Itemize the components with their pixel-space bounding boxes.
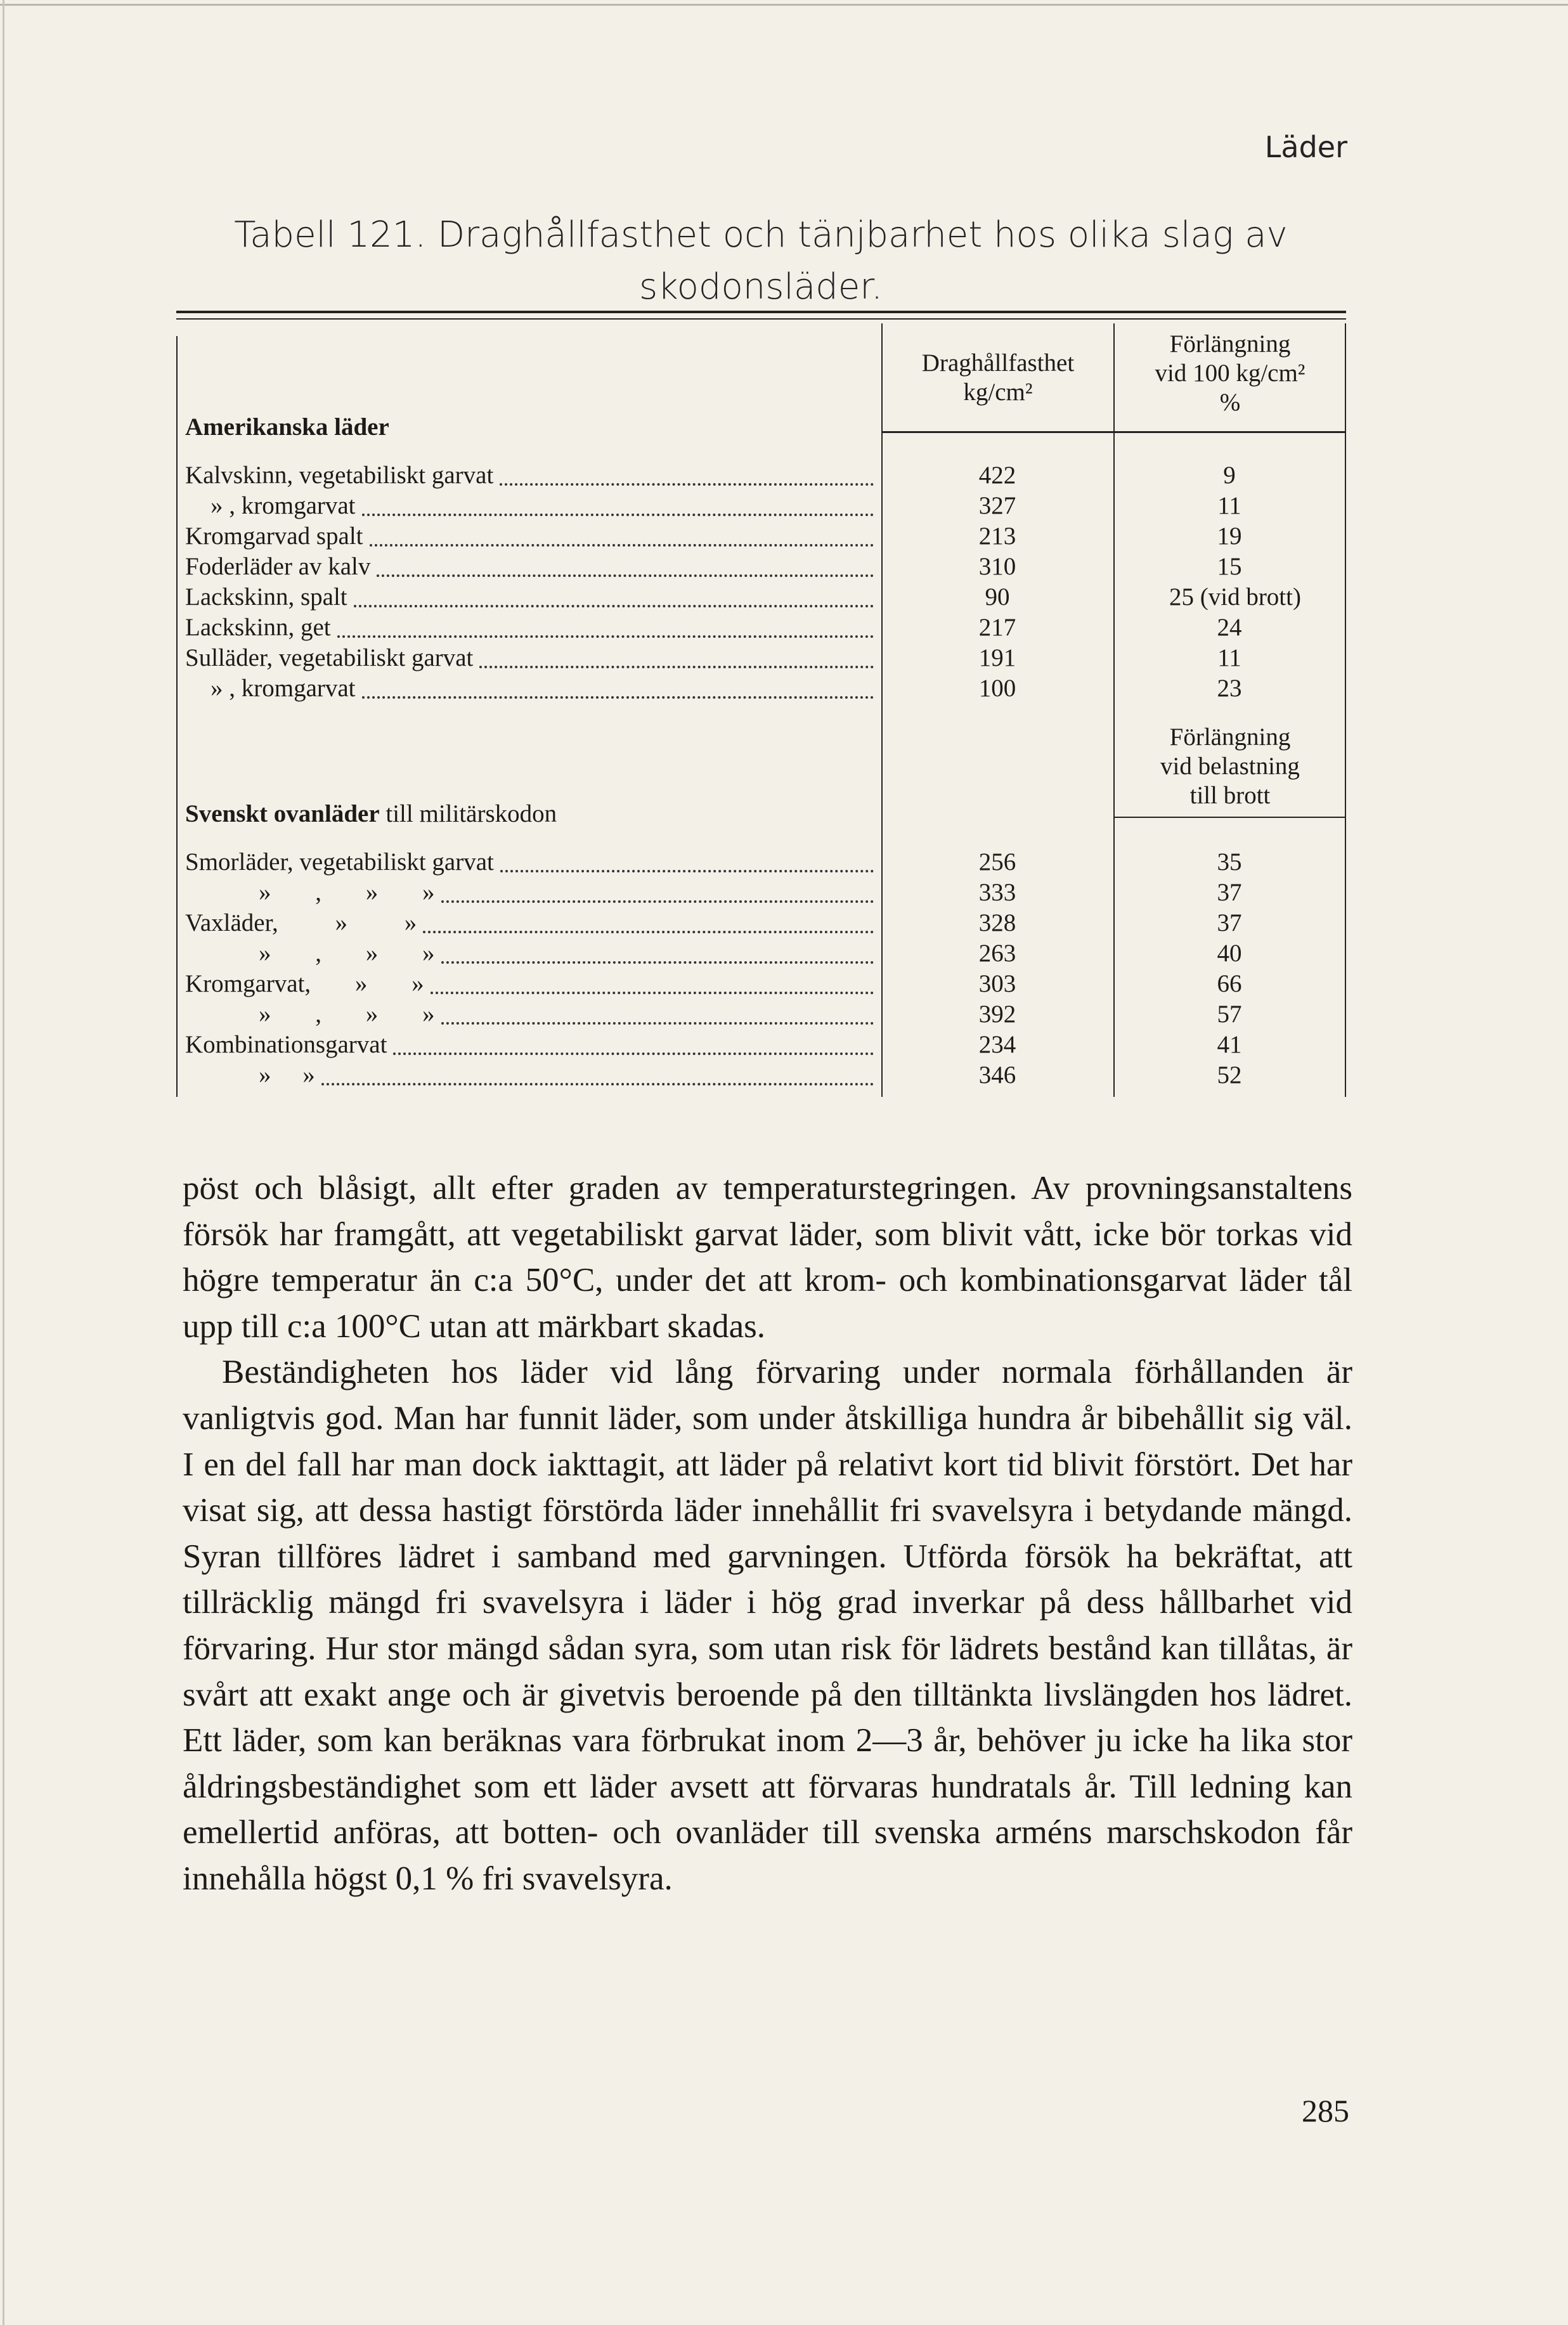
dotted-leader [377, 574, 874, 577]
table-cell-strength: 327 [978, 492, 1016, 519]
table-cell-elong: 25 (vid brott) [1169, 583, 1301, 611]
group2-title-bold: Svenskt ovanläder [185, 800, 380, 827]
dotted-leader [321, 1083, 874, 1085]
group2-title [185, 799, 557, 829]
table-cell-elong: 52 [1217, 1061, 1242, 1089]
table-row-label: » , » » [259, 1001, 435, 1028]
col-strength-header: Draghållfasthet kg/cm² [921, 349, 1075, 406]
table-cell-strength: 256 [978, 848, 1016, 876]
dotted-leader [370, 544, 874, 547]
table-row-label: Kalvskinn, vegetabiliskt garvat [185, 462, 494, 489]
table-row-label: Smorläder, vegetabiliskt garvat [185, 848, 494, 876]
table-cell-strength: 328 [978, 909, 1016, 936]
table-row-label: Lackskinn, spalt [185, 583, 347, 611]
table-cell-elong: 24 [1217, 614, 1242, 641]
dotted-leader [337, 635, 874, 638]
dotted-leader [362, 696, 874, 699]
dotted-leader [441, 961, 874, 964]
table-row-label: » , kromgarvat [211, 675, 356, 702]
table-right-rule [1345, 323, 1346, 1097]
table-caption [203, 209, 1319, 313]
table-cell-elong: 19 [1217, 522, 1242, 550]
header-underline-2 [1113, 817, 1346, 818]
dotted-leader [423, 931, 874, 933]
table-cell-strength: 346 [978, 1061, 1016, 1089]
table-row-label: Kromgarvad spalt [185, 522, 363, 550]
dotted-leader [393, 1052, 874, 1055]
table-cell-elong: 23 [1217, 675, 1242, 702]
dotted-leader [354, 605, 874, 607]
table-left-rule [176, 336, 178, 1097]
table-cell-strength: 90 [985, 583, 1010, 611]
table-row-label: Foderläder av kalv [185, 553, 371, 580]
table-cell-elong: 66 [1217, 970, 1242, 997]
table-cell-elong: 37 [1217, 909, 1242, 936]
table-cell-strength: 310 [978, 553, 1016, 580]
table-cell-elong: 35 [1217, 848, 1242, 876]
table-row-label: » , » » [259, 940, 435, 967]
table-row-label: Kromgarvat, » » [185, 970, 424, 997]
dotted-leader [500, 483, 874, 486]
table-row-label: » , kromgarvat [211, 492, 356, 519]
data-table [176, 311, 1346, 1097]
table-cell-strength: 100 [978, 675, 1016, 702]
paragraph-2: Beständigheten hos läder vid lång förvaring under normala förhållanden är vanligtvis god. Man har funnit läder, som under åtskilliga hundra år bibehållit sig väl. I en del fall har man dock iakttagit, att läder på relativt kort tid blivit förstört. Det har visat sig, att dessa hastigt förstörda läder innehållit fri svavelsyra i betydande mängd. Syran tillföres lädret i samband med garvningen. Utförda försök ha bekräftat, att tillräcklig mängd fri svavelsyra i läder i hög grad inverkar på dess hållbarhet vid förvaring. Hur stor mängd sådan syra, som utan risk för lädrets bestånd kan tillåtas, är svårt att exakt ange och är givetvis beroende på den tilltänkta livslängden hos lädret. Ett läder, som kan beräknas vara förbrukat inom 2—3 år, behöver ju icke ha lika stor åldringsbeständighet som ett läder avsett att förvaras hundratals år. Till ledning kan emellertid anföras, att botten- och ovanläder till svenska arméns marschskodon får innehålla högst 0,1 % fri svavelsyra. [183, 1354, 1352, 1897]
table-cell-strength: 303 [978, 970, 1016, 997]
table-cell-strength: 263 [978, 940, 1016, 967]
table-cell-elong: 9 [1223, 462, 1236, 489]
header-underline-1 [881, 431, 1346, 433]
table-cell-elong: 15 [1217, 553, 1242, 580]
table-cell-strength: 333 [978, 879, 1016, 906]
table-top-rule-2 [176, 318, 1346, 320]
scan-left-edge [3, 0, 4, 2325]
table-row-label: Vaxläder, » » [185, 909, 417, 936]
caption-line-2: skodonsläder. [639, 266, 883, 308]
paragraph-1: pöst och blåsigt, allt efter graden av temperaturstegringen. Av provningsanstaltens försök har framgått, att vegetabiliskt garvat läder, som blivit vått, icke bör torkas vid högre temperatur än c:a 50°C, under det att krom- och kombinationsgarvat läder tål upp till c:a 100°C utan att märkbart skadas. [183, 1170, 1352, 1345]
table-cell-elong: 57 [1217, 1001, 1242, 1028]
table-cell-strength: 392 [978, 1001, 1016, 1028]
table-row-label: » » [259, 1061, 315, 1089]
table-row-label: » , » » [259, 879, 435, 906]
col-elong1-header: Förlängning vid 100 kg/cm² % [1155, 330, 1306, 416]
col-divider-2 [1113, 323, 1115, 1097]
table-cell-strength: 234 [978, 1031, 1016, 1058]
group1-title: Amerikanska läder [185, 413, 389, 441]
table-row-label: Sulläder, vegetabiliskt garvat [185, 644, 474, 671]
table-cell-elong: 40 [1217, 940, 1242, 967]
table-cell-elong: 37 [1217, 879, 1242, 906]
table-row-label: Kombinationsgarvat [185, 1031, 387, 1058]
table-top-rule-1 [176, 311, 1346, 313]
table-cell-strength: 191 [978, 644, 1016, 671]
dotted-leader [500, 870, 874, 872]
table-cell-strength: 422 [978, 462, 1016, 489]
table-cell-strength: 217 [978, 614, 1016, 641]
group2-title-rest: till militärskodon [379, 800, 557, 827]
table-cell-elong: 41 [1217, 1031, 1242, 1058]
table-row-label: Lackskinn, get [185, 614, 331, 641]
body-text [183, 1165, 1352, 1902]
page-number: 285 [1302, 2093, 1349, 2128]
table-cell-elong: 11 [1217, 644, 1241, 671]
scan-top-edge [0, 4, 1568, 6]
col-elong2-header: Förlängning vid belastning till brott [1160, 723, 1300, 809]
dotted-leader [431, 992, 874, 994]
dotted-leader [479, 666, 874, 668]
caption-line-1: Tabell 121. Draghållfasthet och tänjbarhet hos olika slag av [234, 214, 1288, 256]
dotted-leader [441, 900, 874, 903]
section-header: Läder [1264, 130, 1347, 164]
dotted-leader [362, 514, 874, 516]
table-cell-strength: 213 [978, 522, 1016, 550]
dotted-leader [441, 1022, 874, 1025]
col-divider-1 [881, 323, 883, 1097]
table-cell-elong: 11 [1217, 492, 1241, 519]
